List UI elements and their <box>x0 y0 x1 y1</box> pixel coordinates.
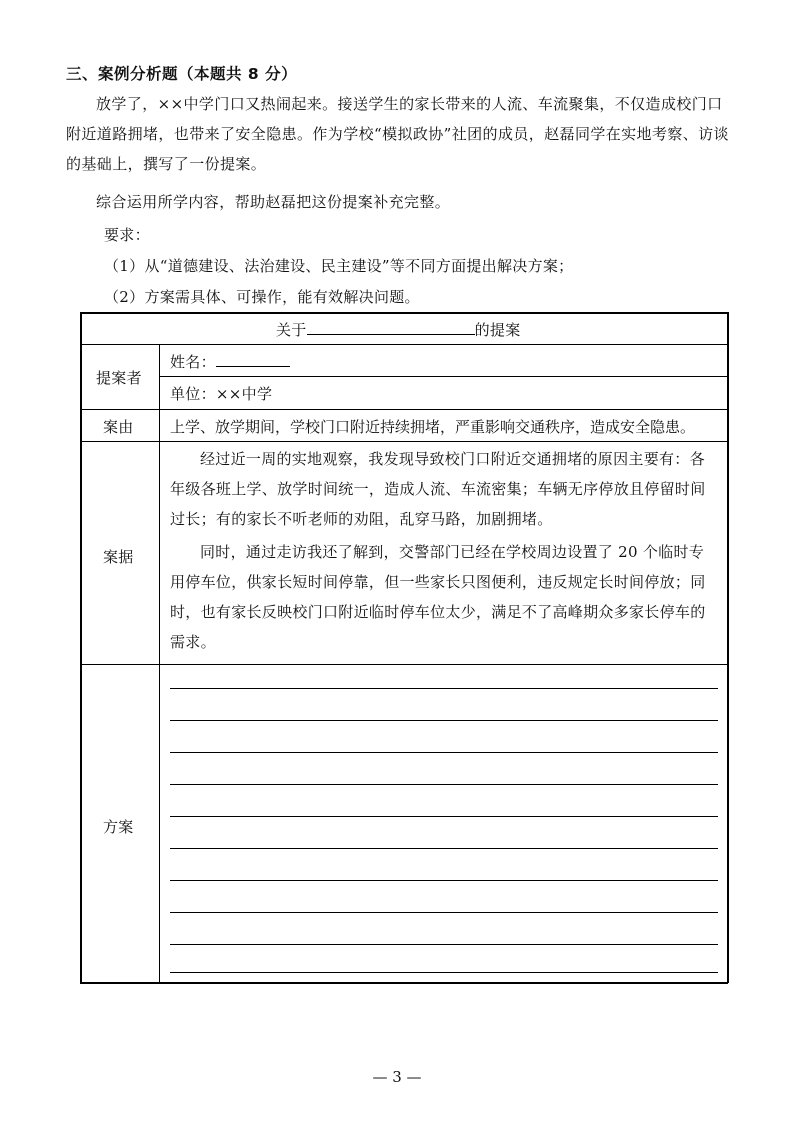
task-paragraph: 综合运用所学内容，帮助赵磊把这份提案补充完整。 <box>96 193 451 211</box>
unit-value: ××中学 <box>215 385 273 403</box>
table-row-divider <box>80 344 728 345</box>
answer-line[interactable] <box>170 752 718 753</box>
table-border-right <box>727 312 729 983</box>
table-row-divider <box>80 409 728 410</box>
requirements-label: 要求： <box>104 226 150 244</box>
answer-line[interactable] <box>170 816 718 817</box>
answer-line[interactable] <box>170 972 718 973</box>
table-row-divider <box>80 441 728 442</box>
requirement-item-2: （2）方案需具体、可操作，能有效解决问题。 <box>104 288 420 306</box>
answer-line[interactable] <box>170 880 718 881</box>
unit-label: 单位： <box>170 385 216 403</box>
table-border-bottom <box>80 982 728 984</box>
requirement-item-1: （1）从“道德建设、法治建设、民主建设”等不同方面提出解决方案； <box>104 257 574 275</box>
reason-text: 上学、放学期间，学校门口附近持续拥堵，严重影响交通秩序，造成安全隐患。 <box>170 418 696 436</box>
basis-paragraph-2: 同时，通过走访我还了解到，交警部门已经在学校周边设置了 20 个临时专用停车位，供家长短时间停靠，但一些家长只图便利，违反规定长时间停放；同时，也有家长反映校门口附近临时停车位太少，满足不了高峰期众多家长停车的需求。 <box>170 543 706 651</box>
answer-line[interactable] <box>170 912 718 913</box>
answer-line[interactable] <box>170 944 718 945</box>
proposer-label: 提案者 <box>96 369 142 387</box>
basis-label: 案据 <box>103 548 134 566</box>
basis-paragraph-1: 经过近一周的实地观察，我发现导致校门口附近交通拥堵的原因主要有：各年级各班上学、放学时间统一，造成人流、车流密集；车辆无序停放且停留时间过长；有的家长不听老师的劝阻，乱穿马路，加剧拥堵。 <box>170 450 706 528</box>
answer-line[interactable] <box>170 848 718 849</box>
reason-label: 案由 <box>103 418 134 436</box>
page-number: — 3 — <box>372 1068 422 1086</box>
answer-line[interactable] <box>170 688 718 689</box>
intro-paragraph: 放学了，××中学门口又热闹起来。接送学生的家长带来的人流、车流聚集，不仅造成校门口附近道路拥堵，也带来了安全隐患。作为学校“模拟政协”社团的成员，赵磊同学在实地考察、访谈的基础上，撰写了一份提案。 <box>66 95 729 173</box>
plan-label: 方案 <box>103 818 134 836</box>
table-row-divider <box>80 664 728 665</box>
proposal-title: 关于 的提案 <box>276 318 521 340</box>
answer-line[interactable] <box>170 720 718 721</box>
section-title: 三、案例分析题（本题共 8 分） <box>66 65 298 83</box>
table-border-top <box>80 312 728 314</box>
table-border-left <box>80 312 82 983</box>
proposal-title-blank[interactable] <box>307 318 475 335</box>
name-row <box>170 351 290 372</box>
answer-line[interactable] <box>170 784 718 785</box>
unit-row <box>170 383 272 404</box>
name-label: 姓名： <box>170 353 216 371</box>
name-blank[interactable] <box>216 352 290 367</box>
table-row-divider <box>159 376 728 377</box>
